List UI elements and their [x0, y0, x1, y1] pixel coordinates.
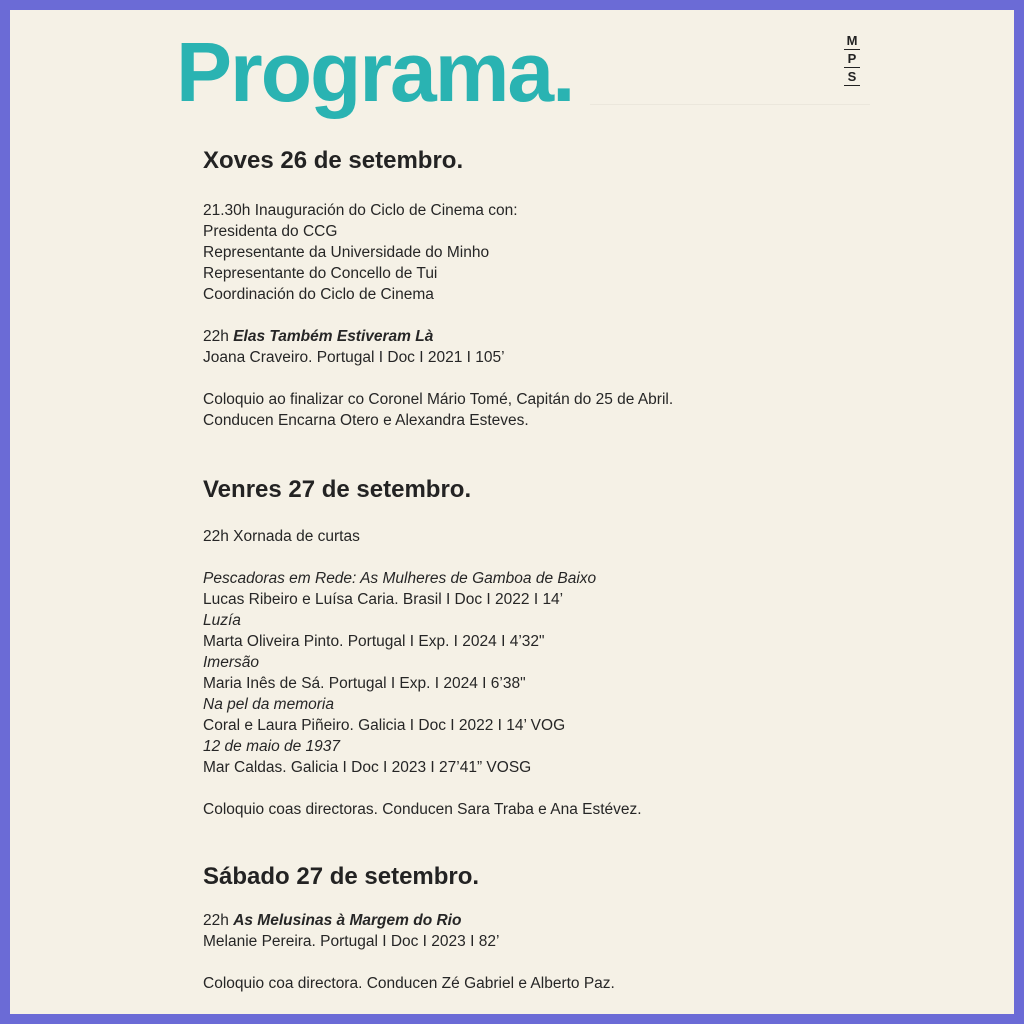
logo-letter-p: P — [844, 50, 860, 68]
intro-line: Coordinación do Ciclo de Cinema — [203, 286, 434, 303]
day-heading: Xoves 26 de setembro. — [203, 147, 464, 174]
day-section-friday — [203, 475, 903, 820]
film-title: 12 de maio de 1937 — [203, 738, 341, 755]
film-title: Luzía — [203, 612, 241, 629]
intro-line: Representante da Universidade do Minho — [203, 244, 490, 261]
film-credits: Mar Caldas. Galicia I Doc I 2023 I 27’41” VOSG — [203, 759, 532, 776]
talk-line: Coloquio ao finalizar co Coronel Mário Tomé, Capitán do 25 de Abril. — [203, 391, 674, 408]
film-title: Elas Também Estiveram Là — [233, 328, 434, 345]
talk-line: Conducen Encarna Otero e Alexandra Esteves. — [203, 412, 529, 429]
film-credits: Joana Craveiro. Portugal I Doc I 2021 I 105’ — [203, 349, 505, 366]
program-content — [203, 146, 903, 994]
mps-logo — [844, 32, 860, 86]
film-time: 22h — [203, 328, 229, 345]
day-heading: Sábado 27 de setembro. — [203, 863, 480, 890]
intro-line: 21.30h Inauguración do Ciclo de Cinema con: — [203, 202, 518, 219]
film-title: Na pel da memoria — [203, 696, 334, 713]
talk-line: Coloquio coas directoras. Conducen Sara Traba e Ana Estévez. — [203, 801, 642, 818]
day-section-saturday — [203, 862, 903, 994]
header-divider — [590, 104, 870, 105]
logo-letter-s: S — [844, 68, 860, 86]
logo-letter-m: M — [844, 32, 860, 50]
film-title: Pescadoras em Rede: As Mulheres de Gamboa de Baixo — [203, 570, 597, 587]
film-title-line — [203, 326, 903, 347]
film-title: Imersão — [203, 654, 259, 671]
session-line: 22h Xornada de curtas — [203, 528, 360, 545]
film-title-line — [203, 910, 903, 931]
page-title: Programa. — [176, 25, 574, 119]
day-section-thursday — [203, 146, 903, 431]
intro-line: Representante do Concello de Tui — [203, 265, 438, 282]
film-title: As Melusinas à Margem do Rio — [233, 912, 462, 929]
intro-line: Presidenta do CCG — [203, 223, 338, 240]
program-page — [10, 10, 1014, 1014]
film-credits: Marta Oliveira Pinto. Portugal I Exp. I 2024 I 4’32" — [203, 633, 545, 650]
talk-line: Coloquio coa directora. Conducen Zé Gabriel e Alberto Paz. — [203, 975, 615, 992]
film-credits: Maria Inês de Sá. Portugal I Exp. I 2024 I 6’38" — [203, 675, 526, 692]
film-credits: Coral e Laura Piñeiro. Galicia I Doc I 2022 I 14’ VOG — [203, 717, 566, 734]
film-credits: Lucas Ribeiro e Luísa Caria. Brasil I Doc I 2022 I 14’ — [203, 591, 564, 608]
film-credits: Melanie Pereira. Portugal I Doc I 2023 I 82’ — [203, 933, 500, 950]
day-heading: Venres 27 de setembro. — [203, 476, 472, 503]
film-time: 22h — [203, 912, 229, 929]
